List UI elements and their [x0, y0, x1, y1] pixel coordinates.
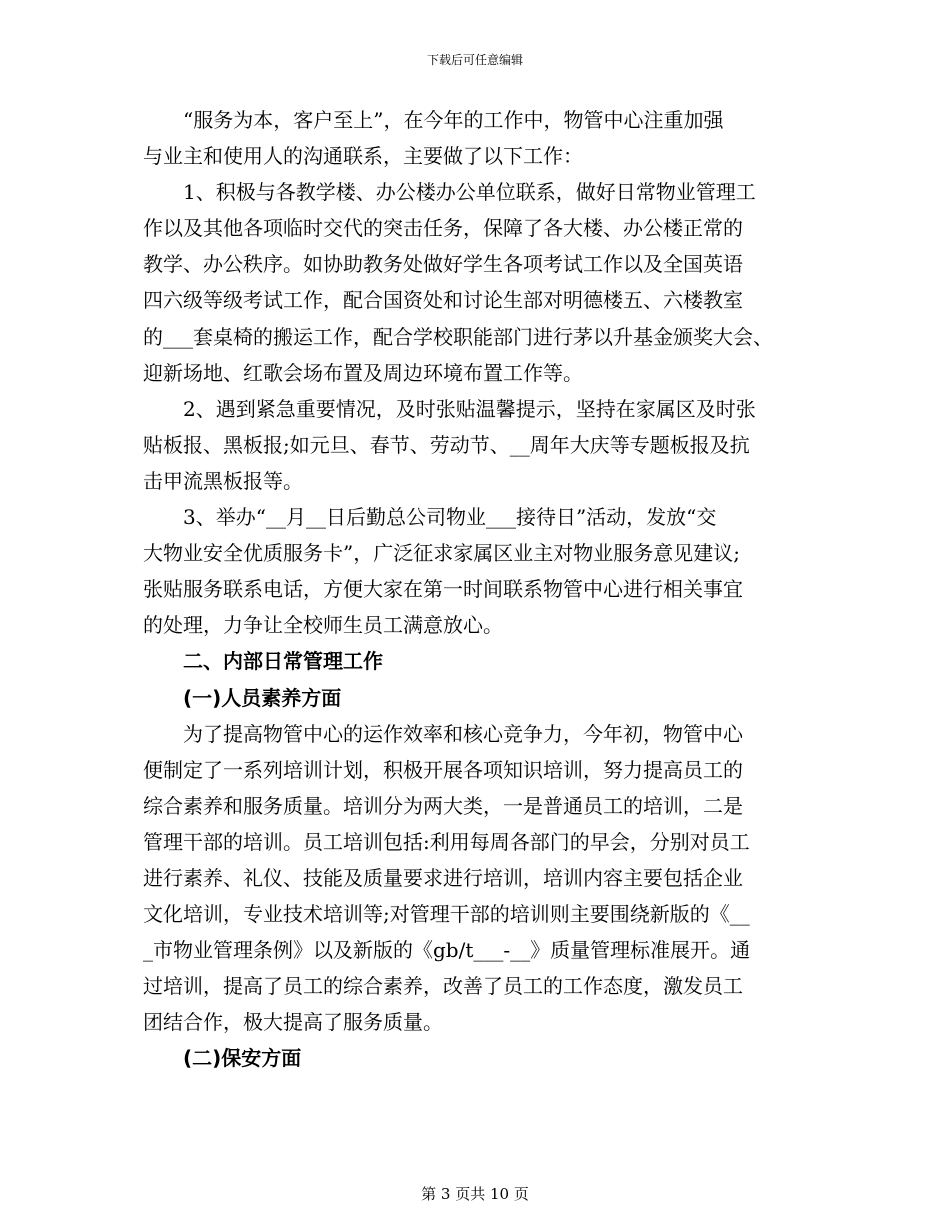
- text-line: 管理干部的培训。员工培训包括:利用每周各部门的早会，分别对员工: [143, 829, 750, 854]
- text-line: 为了提高物管中心的运作效率和核心竞争力，今年初，物管中心: [143, 721, 743, 746]
- page-footer: 第 3 页共 10 页: [421, 1185, 529, 1203]
- text-line: 贴板报、黑板报;如元旦、春节、劳动节、__周年大庆等专题板报及抗: [143, 432, 750, 457]
- text-line: 3、举办“__月__日后勤总公司物业___接待日”活动，发放“交: [143, 505, 717, 530]
- section-heading: (二)保安方面: [143, 1046, 302, 1071]
- text-line: 作以及其他各项临时交代的突击任务，保障了各大楼、办公楼正常的: [143, 216, 743, 241]
- text-line: 的处理，力争让全校师生员工满意放心。: [143, 613, 503, 638]
- text-line: 1、积极与各教学楼、办公楼办公单位联系，做好日常物业管理工: [143, 180, 756, 205]
- text-line: 教学、办公秩序。如协助教务处做好学生各项考试工作以及全国英语: [143, 252, 743, 277]
- text-line: 与业主和使用人的沟通联系，主要做了以下工作：: [143, 144, 583, 169]
- document-body: [143, 102, 815, 1077]
- text-line: “服务为本，客户至上”，在今年的工作中，物管中心注重加强: [143, 108, 724, 132]
- text-line: 四六级等级考试工作，配合国资处和讨论生部对明德楼五、六楼教室: [143, 288, 743, 313]
- text-line: 进行素养、礼仪、技能及质量要求进行培训，培训内容主要包括企业: [143, 865, 743, 890]
- section-heading: (一)人员素养方面: [143, 685, 342, 710]
- text-line: 击甲流黑板报等。: [143, 468, 303, 493]
- text-line: 综合素养和服务质量。培训分为两大类，一是普通员工的培训，二是: [143, 793, 743, 818]
- text-line: 便制定了一系列培训计划，积极开展各项知识培训，努力提高员工的: [143, 757, 743, 782]
- section-heading: 二、内部日常管理工作: [143, 649, 383, 674]
- page-header: 下载后可任意编辑: [426, 53, 523, 67]
- text-line: _市物业管理条例》以及新版的《gb/t___-__》质量管理标准展开。通: [143, 938, 751, 963]
- text-line: 文化培训，专业技术培训等;对管理干部的培训则主要围绕新版的《__: [143, 902, 750, 927]
- text-line: 2、遇到紧急重要情况，及时张贴温馨提示，坚持在家属区及时张: [143, 396, 756, 421]
- text-line: 大物业安全优质服务卡”，广泛征求家属区业主对物业服务意见建议;: [143, 541, 740, 566]
- text-line: 的___套桌椅的搬运工作，配合学校职能部门进行茅以升基金颁奖大会、: [143, 324, 773, 349]
- text-line: 迎新场地、红歌会场布置及周边环境布置工作等。: [143, 360, 583, 385]
- text-line: 过培训，提高了员工的综合素养，改善了员工的工作态度，激发员工: [143, 974, 743, 999]
- text-line: 团结合作，极大提高了服务质量。: [143, 1010, 443, 1035]
- text-line: 张贴服务联系电话，方便大家在第一时间联系物管中心进行相关事宜: [143, 577, 743, 602]
